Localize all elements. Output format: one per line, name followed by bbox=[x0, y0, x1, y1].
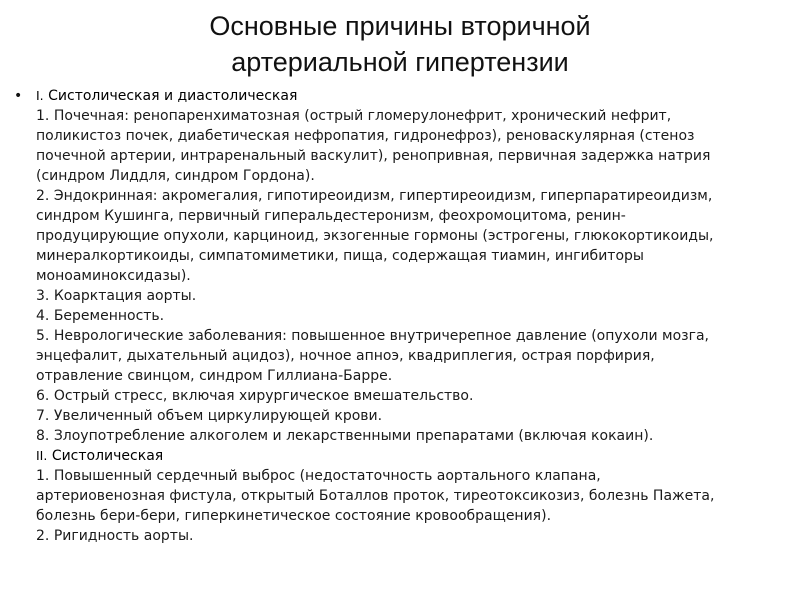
list-section-1 bbox=[36, 106, 788, 446]
item-text: Ригидность аорты. bbox=[53, 528, 194, 544]
list-item bbox=[36, 406, 788, 426]
item-number: 2. bbox=[36, 188, 50, 204]
list-item bbox=[36, 526, 788, 546]
list-item bbox=[36, 306, 788, 326]
list-item bbox=[36, 426, 788, 446]
item-text: продуцирующие опухоли, карциноид, экзогенные гормоны (эстрогены, глюкокортикоиды, bbox=[36, 228, 714, 244]
item-text: синдром Кушинга, первичный гиперальдестеронизм, феохромоцитома, ренин- bbox=[36, 208, 626, 224]
item-number: 2. bbox=[36, 528, 50, 544]
list-item bbox=[36, 486, 788, 506]
list-item bbox=[36, 346, 788, 366]
item-number: 6. bbox=[36, 388, 50, 404]
list-item bbox=[36, 266, 788, 286]
item-number: 5. bbox=[36, 328, 50, 344]
list-item bbox=[36, 386, 788, 406]
list-item bbox=[36, 126, 788, 146]
slide-body bbox=[36, 86, 788, 546]
list-item bbox=[36, 366, 788, 386]
list-item bbox=[36, 286, 788, 306]
list-item bbox=[36, 246, 788, 266]
title-line-2: артериальной гипертензии bbox=[231, 47, 569, 77]
item-text: Коарктация аорты. bbox=[53, 288, 197, 304]
item-number: 3. bbox=[36, 288, 50, 304]
list-item bbox=[36, 106, 788, 126]
section-heading-2 bbox=[36, 446, 788, 466]
list-item bbox=[36, 326, 788, 346]
section-numeral: II. bbox=[36, 448, 48, 463]
bullet-icon: • bbox=[14, 88, 23, 104]
item-text: артериовенозная фистула, открытый Боталлов проток, тиреотоксикозиз, болезнь Пажета, bbox=[36, 488, 715, 504]
list-item bbox=[36, 166, 788, 186]
item-text: минералкортикоиды, симпатомиметики, пища, содержащая тиамин, ингибиторы bbox=[36, 248, 644, 264]
item-number: 4. bbox=[36, 308, 50, 324]
slide-title bbox=[0, 8, 800, 80]
list-item bbox=[36, 206, 788, 226]
item-text: Почечная: ренопаренхиматозная (острый гломерулонефрит, хронический нефрит, bbox=[53, 108, 672, 124]
list-item bbox=[36, 226, 788, 246]
item-text: Злоупотребление алкоголем и лекарственными препаратами (включая кокаин). bbox=[53, 428, 654, 444]
list-item bbox=[36, 506, 788, 526]
item-text: болезнь бери-бери, гиперкинетическое состояние кровообращения). bbox=[36, 508, 552, 524]
item-text: Беременность. bbox=[53, 308, 165, 324]
item-text: Острый стресс, включая хирургическое вмешательство. bbox=[53, 388, 474, 404]
section-heading-text: Систолическая bbox=[51, 448, 164, 464]
section-numeral: I. bbox=[36, 88, 44, 103]
item-text: Увеличенный объем циркулирующей крови. bbox=[53, 408, 383, 424]
list-item bbox=[36, 146, 788, 166]
item-text: энцефалит, дыхательный ацидоз), ночное апноэ, квадриплегия, острая порфирия, bbox=[36, 348, 655, 364]
item-text: (синдром Лиддля, синдром Гордона). bbox=[36, 168, 315, 184]
item-number: 1. bbox=[36, 108, 50, 124]
item-text: Повышенный сердечный выброс (недостаточность аортального клапана, bbox=[53, 468, 601, 484]
list-item bbox=[36, 186, 788, 206]
list-section-2 bbox=[36, 466, 788, 546]
list-item bbox=[36, 466, 788, 486]
item-text: Эндокринная: акромегалия, гипотиреоидизм, гипертиреоидизм, гиперпаратиреоидизм, bbox=[53, 188, 713, 204]
item-text: моноаминоксидазы). bbox=[36, 268, 191, 284]
item-text: отравление свинцом, синдром Гиллиана-Барре. bbox=[36, 368, 393, 384]
item-number: 7. bbox=[36, 408, 50, 424]
item-number: 1. bbox=[36, 468, 50, 484]
item-number: 8. bbox=[36, 428, 50, 444]
section-heading-1 bbox=[36, 86, 788, 106]
item-text: Неврологические заболевания: повышенное внутричерепное давление (опухоли мозга, bbox=[53, 328, 709, 344]
section-heading-text: Систолическая и диастолическая bbox=[48, 88, 298, 104]
item-text: почечной артерии, интраренальный васкулит), ренопривная, первичная задержка натрия bbox=[36, 148, 711, 164]
item-text: поликистоз почек, диабетическая нефропатия, гидронефроз), реноваскулярная (стеноз bbox=[36, 128, 695, 144]
title-line-1: Основные причины вторичной bbox=[209, 11, 591, 41]
